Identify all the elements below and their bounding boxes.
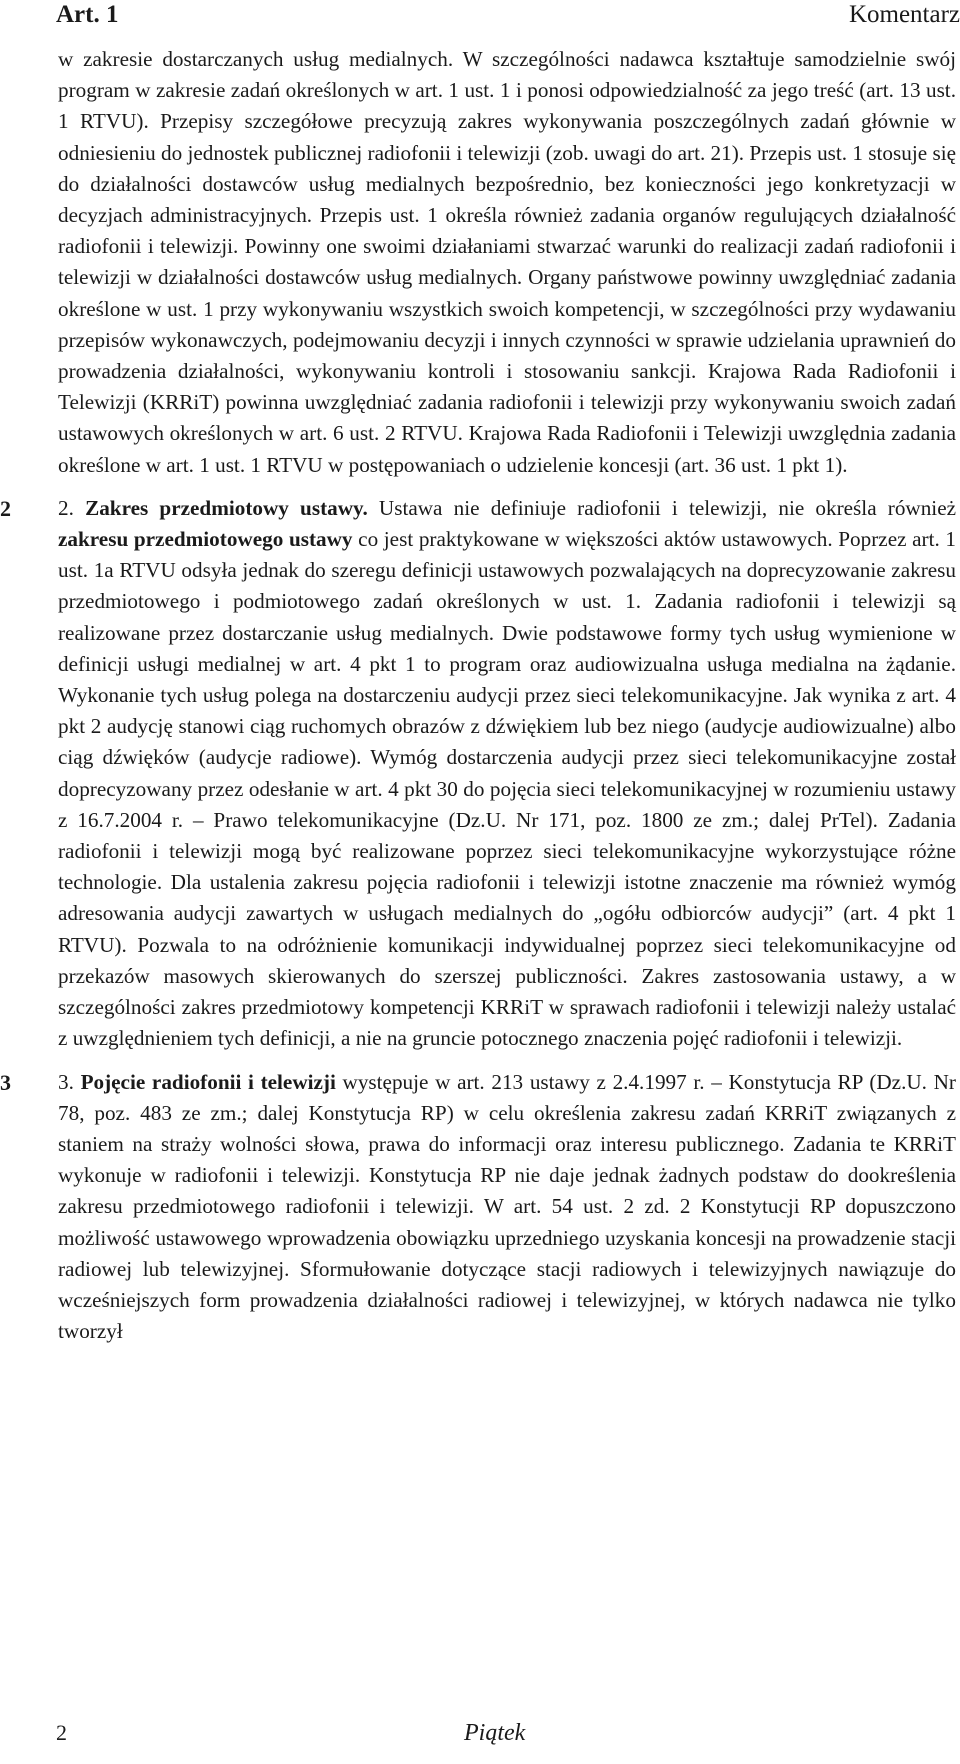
footer-author: Piątek	[464, 1720, 526, 1746]
running-header	[56, 0, 960, 34]
header-article: Art. 1	[56, 1, 119, 28]
text-segment: w zakresie dostarczanych usług medialnych. W szczególności nadawca kształtuje samodzielnie swój program w zakresie zadań określonych w art. 1 ust. 1 i ponosi odpowiedzialność za jego treść (art. 13 ust. 1 RTVU). Przepisy szczegółowe precyzują zakres wykonywania poszczególnych zadań głównie w odniesieniu do jednostek publicznej radiofonii i telewizji (zob. uwagi do art. 21). Przepis ust. 1 stosuje się do działalności dostawców usług medialnych bezpośrednio, bez konieczności jego konkretyzacji w decyzjach administracyjnych. Przepis ust. 1 określa również zadania organów regulujących działalność radiofonii i telewizji. Powinny one swoimi działaniami stwarzać warunki do realizacji zadań radiofonii i telewizji w działalności dostawców usług medialnych. Organy państwowe powinny uwzględniać zadania określone w ust. 1 przy wykonywaniu wszystkich swoich kompetencji, w szczególności przy wydawaniu przepisów wykonawczych, podejmowaniu decyzji i innych czynności w sprawie udzielania uprawnień do prowadzenia działalności, wykonywaniu kontroli i stosowaniu sankcji. Krajowa Rada Radiofonii i Telewizji (KRRiT) powinna uwzględniać zadania radiofonii i telewizji przy wykonywaniu swoich zadań ustawowych określonych w art. 6 ust. 2 RTVU. Krajowa Rada Radiofonii i Telewizji uwzględnia zadania określone w art. 1 ust. 1 RTVU w postępowaniach o udzielenie koncesji (art. 36 ust. 1 pkt 1).	[58, 47, 956, 477]
bold-term: zakresu przedmiotowego ustawy	[58, 527, 353, 552]
paragraph-3	[0, 1067, 956, 1348]
page-number: 2	[56, 1720, 67, 1745]
bold-heading: Pojęcie radiofonii i telewizji	[80, 1069, 336, 1094]
paragraph-continuation	[58, 44, 956, 481]
text-segment: 3.	[58, 1069, 81, 1094]
text-segment: Ustawa nie definiuje radiofonii i telewizji, nie określa również	[367, 495, 957, 520]
text-segment: 2.	[58, 495, 86, 520]
running-footer	[56, 1718, 960, 1752]
paragraph-2	[0, 493, 957, 1055]
bold-heading: Zakres przedmiotowy ustawy.	[85, 495, 368, 520]
margin-number: 3	[0, 1069, 11, 1095]
margin-number: 2	[0, 495, 11, 521]
document-body	[0, 44, 957, 1347]
text-segment: co jest praktykowane w większości aktów ustawowych. Poprzez art. 1 ust. 1a RTVU odsyła jednak do szeregu definicji ustawowych pozwalających na doprecyzowanie zakresu przedmiotowego i podmiotowego zadań określonych w ust. 1. Zadania radiofonii i telewizji są realizowane przez dostarczanie usług medialnych. Dwie podstawowe formy tych usług wymienione w definicji usługi medialnej w art. 4 pkt 1 to program oraz audiowizualna usługa medialna na żądanie. Wykonanie tych usług polega na dostarczeniu audycji przez sieci telekomunikacyjne. Jak wynika z art. 4 pkt 2 audycję stanowi ciąg ruchomych obrazów z dźwiękiem lub bez niego (audycje audiowizualne) albo ciąg dźwięków (audycje radiowe). Wymóg dostarczenia audycji przez sieci telekomunikacyjne został doprecyzowany przez odesłanie w art. 4 pkt 30 do pojęcia sieci telekomunikacyjnej w rozumieniu ustawy z 16.7.2004 r. – Prawo telekomunikacyjne (Dz.U. Nr 171, poz. 1800 ze zm.; dalej PrTel). Zadania radiofonii i telewizji mogą być realizowane poprzez sieci telekomunikacyjne wykorzystujące różne technologie. Dla ustalenia zakresu pojęcia radiofonii i telewizji istotne znaczenie ma również wymóg adresowania audycji zawartych w usługach medialnych do „ogółu odbiorców audycji” (art. 4 pkt 1 RTVU). Pozwala to na odróżnienie komunikacji indywidualnej poprzez sieci telekomunikacyjne od przekazów masowych skierowanych do szerszej publiczności. Zakres zastosowania ustawy, a w szczególności zakres przedmiotowy kompetencji KRRiT w sprawach radiofonii i telewizji należy ustalać z uwzględnieniem tych definicji, a nie na gruncie potocznego znaczenia pojęć radiofonii i telewizji.	[58, 527, 957, 1051]
text-segment: występuje w art. 213 ustawy z 2.4.1997 r. – Konstytucja RP (Dz.U. Nr 78, poz. 483 ze zm.; dalej Konstytucja RP) w celu określenia zakresu zadań KRRiT związanych z staniem na straży wolności słowa, prawa do informacji oraz interesu publicznego. Zadania te KRRiT wykonuje w radiofonii i telewizji. Konstytucja RP nie daje jednak żadnych podstaw do dookreślenia zakresu przedmiotowego radiofonii i telewizji. W art. 54 ust. 2 zd. 2 Konstytucji RP dopuszczono możliwość ustawowego wprowadzenia obowiązku uprzedniego uzyskania koncesji na prowadzenie stacji radiowej lub telewizyjnej. Sformułowanie dotyczące stacji radiowych i telewizyjnych nawiązuje do wcześniejszych form prowadzenia działalności radiowej i telewizyjnej, w których nadawca nie tylko tworzył	[58, 1069, 956, 1344]
header-section: Komentarz	[848, 1, 960, 28]
